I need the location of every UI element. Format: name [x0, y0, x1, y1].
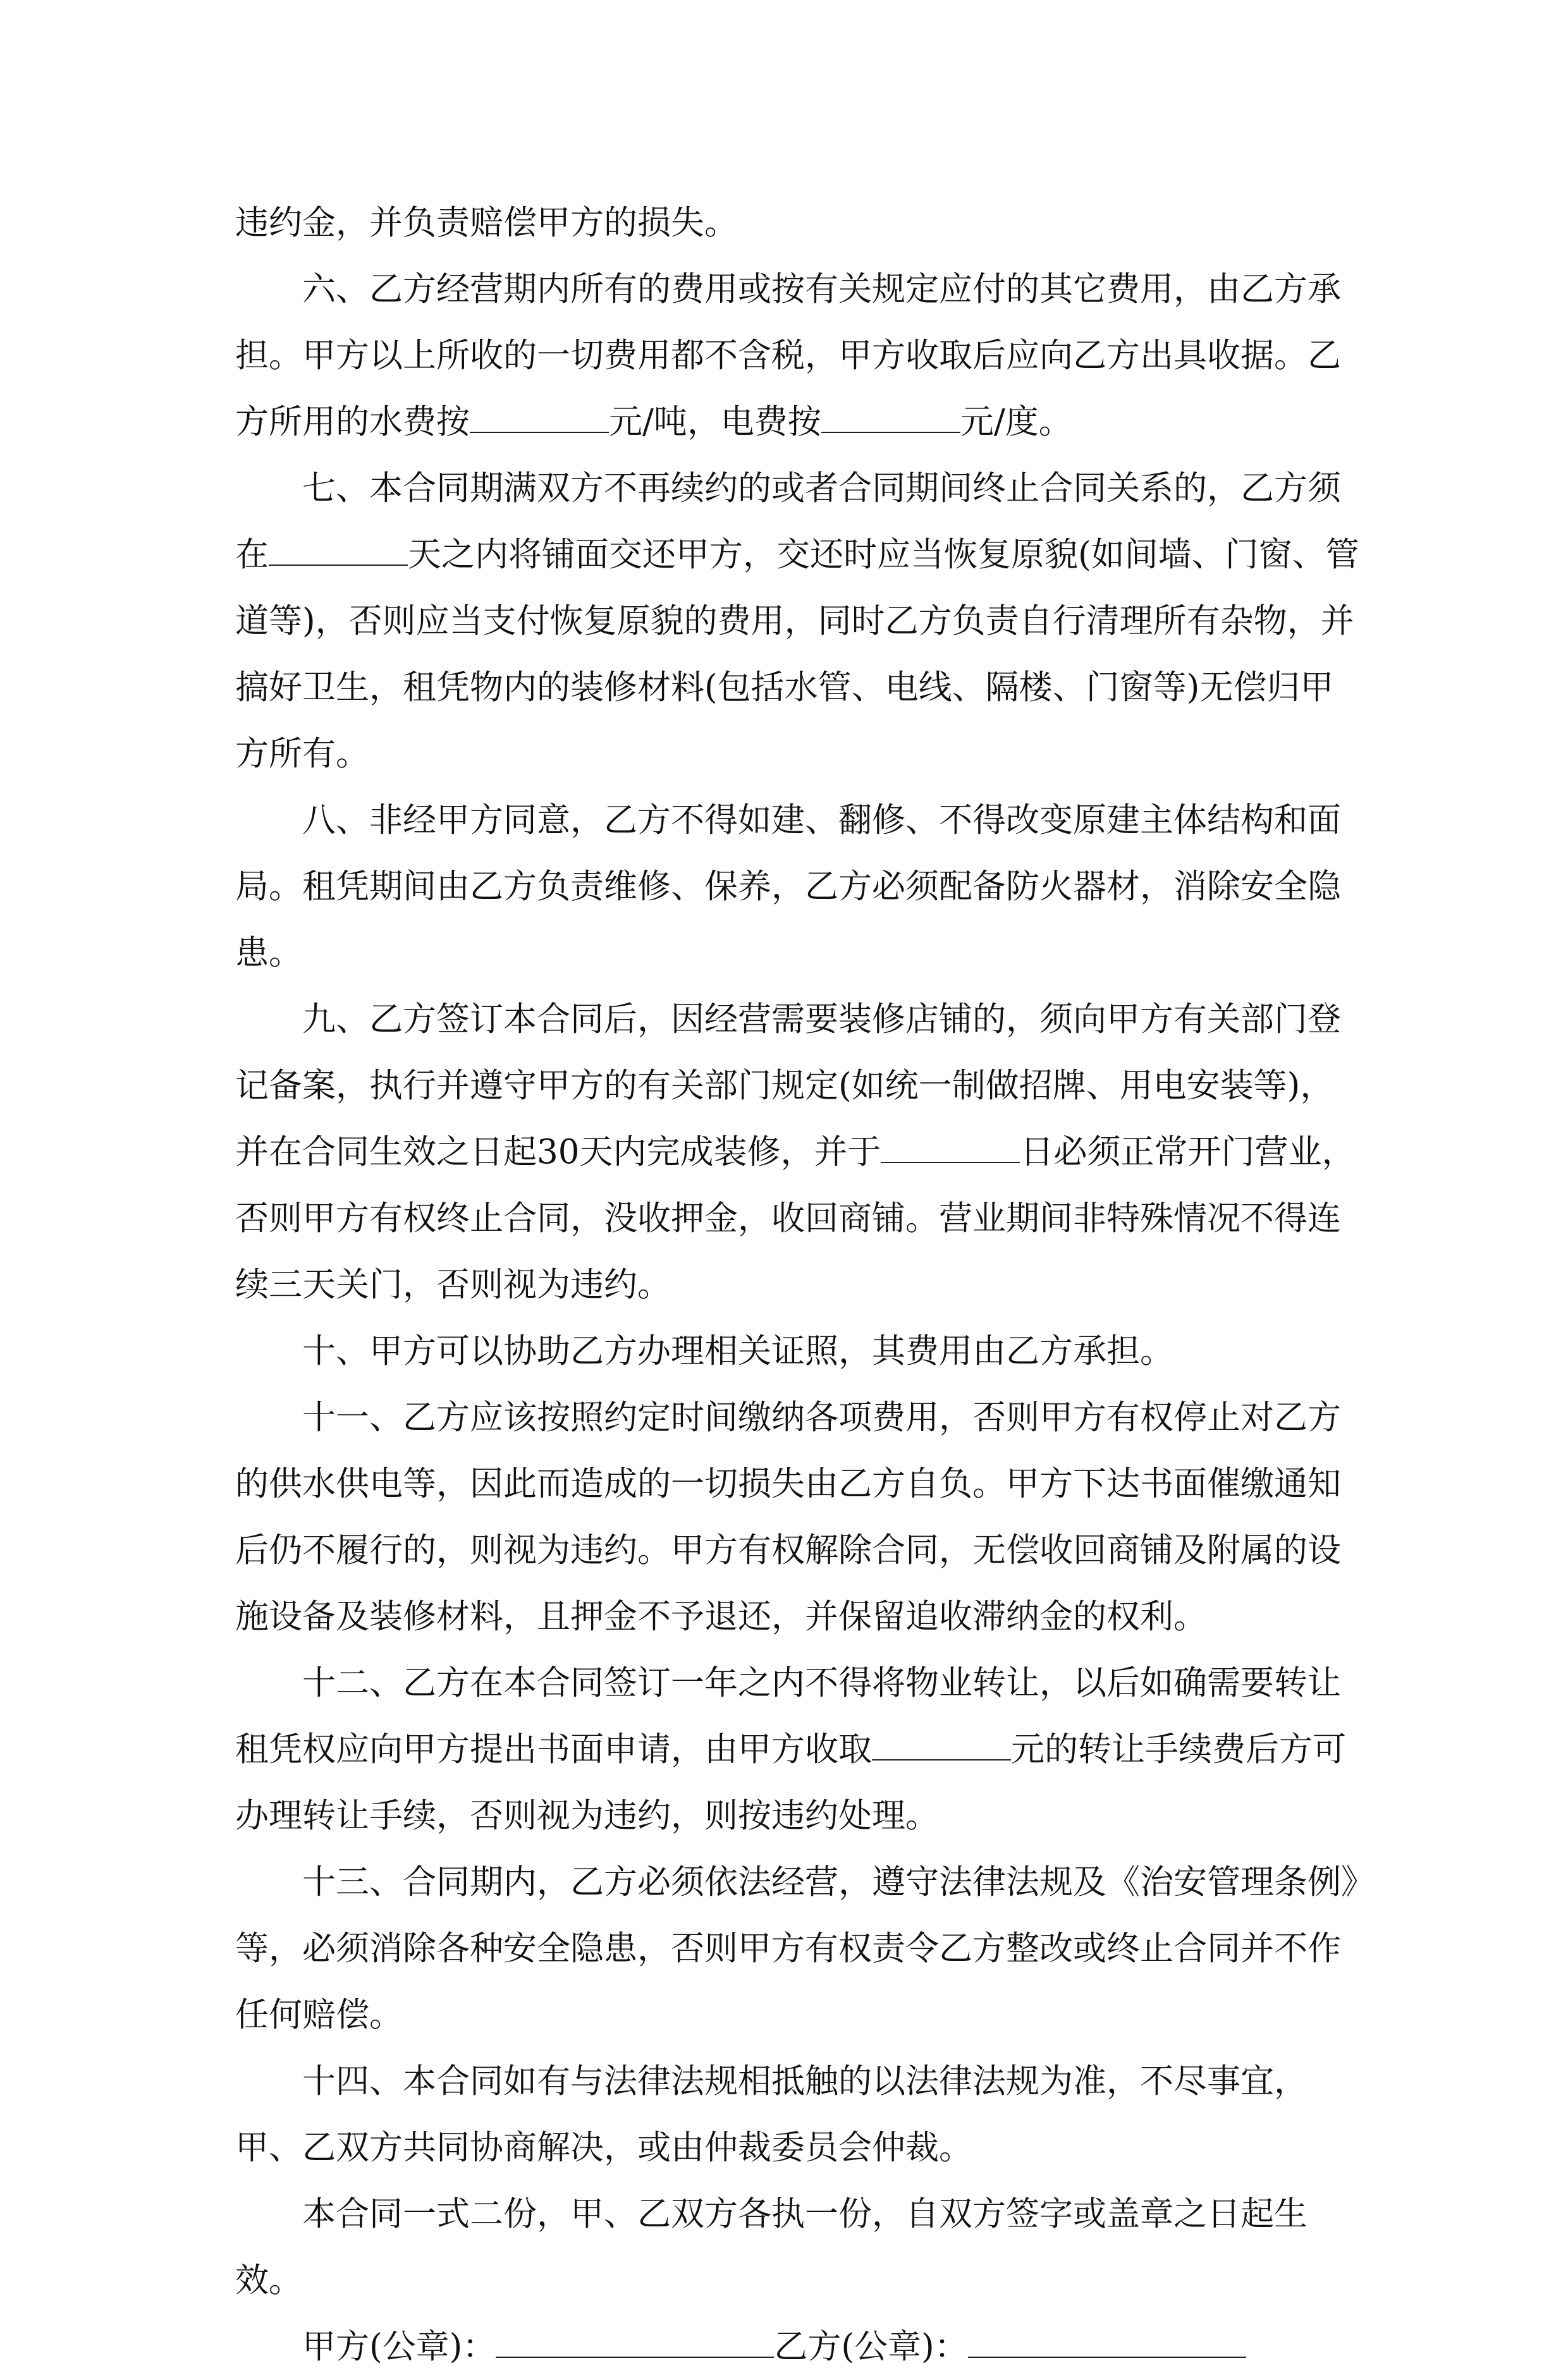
paragraph-text: 本合同一式二份，甲、乙双方各执一份，自双方签字或盖章之日起生效。 [235, 2195, 1308, 2300]
paragraph-p12 [235, 1650, 1361, 1849]
paragraph-p0 [235, 190, 1361, 256]
paragraph-p7 [235, 455, 1361, 787]
paragraph-p8 [235, 787, 1361, 986]
paragraph-text: 十三、合同期内，乙方必须依法经营，遵守法律法规及《治安管理条例》等，必须消除各种安全隐患，否则甲方有权责令乙方整改或终止合同并不作任何赔偿。 [235, 1863, 1358, 2034]
fill-in-blank[interactable] [470, 395, 609, 433]
paragraph-p6 [235, 256, 1361, 455]
party-b-seal-blank[interactable] [968, 2320, 1246, 2358]
document-page [235, 190, 1361, 2380]
paragraph-text: 十二、乙方在本合同签订一年之内不得将物业转让，以后如确需要转让租凭权应向甲方提出书面申请，由甲方收取 [235, 1664, 1341, 1769]
paragraph-p14 [235, 2048, 1361, 2181]
paragraph-p13 [235, 1849, 1361, 2048]
paragraph-text: 日必须正常开门营业，否则甲方有权终止合同，没收押金，收回商铺。营业期间非特殊情况不得连续三天关门，否则视为违约。 [235, 1133, 1356, 1304]
paragraph-text: 八、非经甲方同意，乙方不得如建、翻修、不得改变原建主体结构和面局。租凭期间由乙方负责维修、保养，乙方必须配备防火器材，消除安全隐患。 [235, 801, 1341, 972]
paragraph-p15 [235, 2181, 1361, 2314]
paragraph-p10 [235, 1318, 1361, 1384]
signature-line [235, 2314, 1361, 2380]
paragraph-text: 七、本合同期满双方不再续约的或者合同期间终止合同关系的，乙方须在 [235, 469, 1341, 574]
paragraph-text: 九、乙方签订本合同后，因经营需要装修店铺的，须向甲方有关部门登记备案，执行并遵守甲方的有关部门规定(如统一制做招牌、用电安装等)，并在合同生效之日起30天内完成装修，并于 [235, 1000, 1341, 1171]
party-b-seal-label: 乙方(公章)： [774, 2328, 968, 2366]
fill-in-blank[interactable] [872, 1723, 1011, 1761]
party-a-seal-blank[interactable] [496, 2320, 774, 2358]
paragraph-p9 [235, 986, 1361, 1318]
paragraph-text: 元/度。 [960, 403, 1072, 441]
fill-in-blank[interactable] [269, 528, 408, 566]
paragraph-text: 元的转让手续费后方可办理转让手续，否则视为违约，则按违约处理。 [235, 1730, 1346, 1835]
paragraph-p11 [235, 1384, 1361, 1650]
fill-in-blank[interactable] [821, 395, 960, 433]
paragraph-text: 十四、本合同如有与法律法规相抵触的以法律法规为准，不尽事宜，甲、乙双方共同协商解决，或由仲裁委员会仲裁。 [235, 2062, 1308, 2167]
paragraph-text: 天之内将铺面交还甲方，交还时应当恢复原貌(如间墙、门窗、管道等)，否则应当支付恢复原貌的费用，同时乙方负责自行清理所有杂物，并搞好卫生，租凭物内的装修材料(包括水管、电线、隔楼、门窗等)无偿归甲方所有。 [235, 535, 1359, 773]
party-a-seal-label: 甲方(公章)： [302, 2328, 496, 2366]
paragraph-text: 违约金，并负责赔偿甲方的损失。 [235, 204, 738, 242]
paragraph-text: 元/吨，电费按 [609, 403, 821, 441]
paragraph-text: 六、乙方经营期内所有的费用或按有关规定应付的其它费用，由乙方承担。甲方以上所收的一切费用都不含税，甲方收取后应向乙方出具收据。乙方所用的水费按 [235, 270, 1341, 441]
paragraph-text: 十一、乙方应该按照约定时间缴纳各项费用，否则甲方有权停止对乙方的供水供电等，因此而造成的一切损失由乙方自负。甲方下达书面催缴通知后仍不履行的，则视为违约。甲方有权解除合同，无偿收回商铺及附属的设施设备及装修材料，且押金不予退还，并保留追收滞纳金的权利。 [235, 1398, 1341, 1636]
paragraph-text: 十、甲方可以协助乙方办理相关证照，其费用由乙方承担。 [302, 1332, 1173, 1370]
fill-in-blank[interactable] [881, 1125, 1020, 1163]
